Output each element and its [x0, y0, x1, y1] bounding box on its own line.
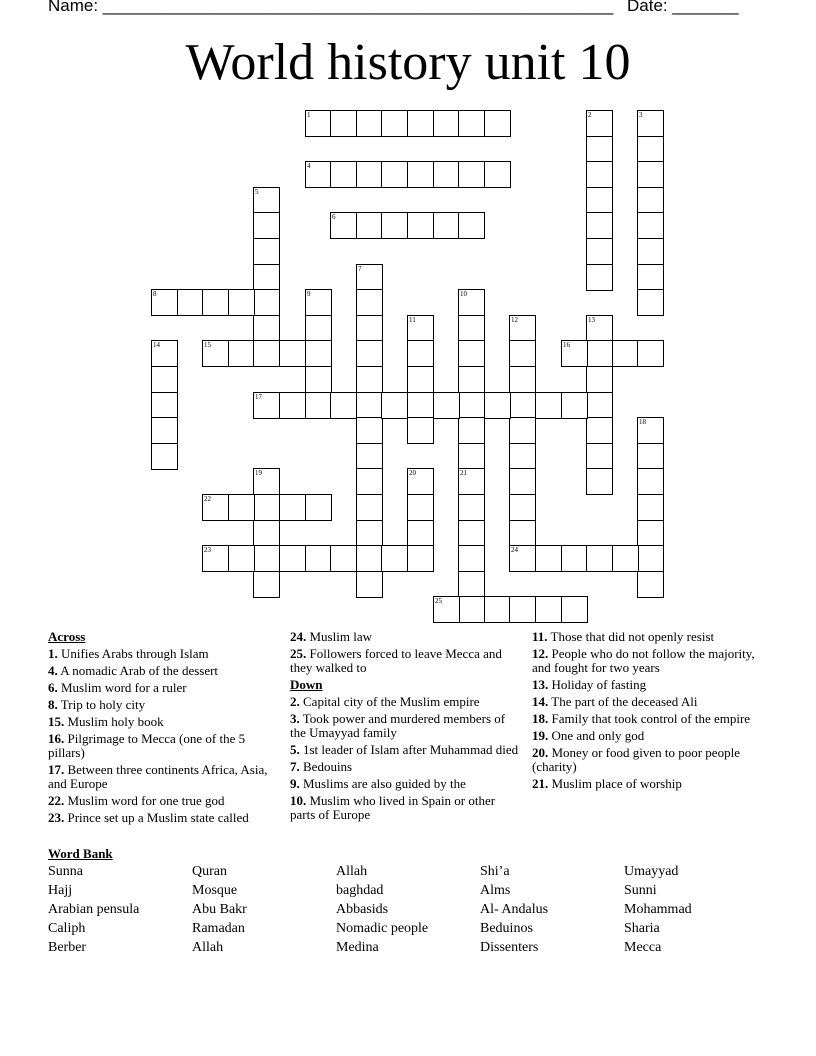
grid-cell[interactable] — [305, 110, 332, 137]
clue-item-number: 11. — [532, 629, 548, 644]
clue-item-text: Capital city of the Muslim empire — [299, 694, 480, 709]
grid-cell[interactable] — [458, 443, 485, 470]
grid-cell[interactable] — [484, 392, 511, 419]
clue-item-text: People who do not follow the majority, and fought for two years — [532, 646, 755, 675]
grid-cell[interactable] — [586, 315, 613, 342]
grid-cell[interactable] — [612, 545, 639, 572]
grid-cell[interactable] — [253, 468, 280, 495]
grid-cell[interactable] — [356, 571, 383, 598]
grid-cell[interactable] — [356, 212, 383, 239]
word-bank-word: Hajj — [48, 883, 73, 898]
grid-cell[interactable] — [356, 340, 383, 367]
grid-cell[interactable] — [637, 571, 664, 598]
grid-cell[interactable] — [228, 289, 255, 316]
clue-number: 10 — [460, 290, 467, 298]
grid-cell[interactable] — [586, 161, 613, 188]
grid-cell[interactable] — [151, 289, 178, 316]
clue-item-number: 14. — [532, 694, 549, 709]
clue-number: 1 — [307, 111, 311, 119]
grid-cell[interactable] — [381, 110, 408, 137]
grid-cell[interactable] — [484, 161, 511, 188]
grid-cell[interactable] — [637, 545, 664, 572]
grid-cell[interactable] — [305, 289, 332, 316]
clue-item — [532, 647, 768, 675]
grid-cell[interactable] — [279, 340, 306, 367]
clue-item — [48, 664, 280, 678]
grid-cell[interactable] — [381, 545, 408, 572]
grid-cell[interactable] — [458, 366, 485, 393]
clue-number: 2 — [588, 111, 592, 119]
clue-number: 4 — [307, 162, 311, 170]
clue-item-text: A nomadic Arab of the dessert — [57, 663, 219, 678]
clue-number: 6 — [332, 213, 336, 221]
grid-cell[interactable] — [458, 571, 485, 598]
clue-item-number: 1. — [48, 646, 58, 661]
grid-cell[interactable] — [637, 289, 664, 316]
clue-item-text: Money or food given to poor people (charity) — [532, 745, 740, 774]
grid-cell[interactable] — [458, 520, 485, 547]
grid-cell[interactable] — [356, 289, 383, 316]
clue-item-text: Holiday of fasting — [548, 677, 647, 692]
word-bank-word: Mecca — [624, 940, 662, 955]
clue-item-number: 18. — [532, 711, 549, 726]
grid-cell[interactable] — [407, 161, 434, 188]
clue-item-number: 7. — [290, 759, 300, 774]
clues-column-1 — [48, 630, 280, 828]
grid-cell[interactable] — [305, 315, 332, 342]
grid-cell[interactable] — [433, 110, 460, 137]
word-bank-word: Nomadic people — [336, 921, 429, 936]
clue-number: 14 — [153, 341, 160, 349]
clue-number: 18 — [639, 418, 646, 426]
clue-item-number: 25. — [290, 646, 307, 661]
clue-item-text: The part of the deceased Ali — [548, 694, 698, 709]
clue-item — [290, 760, 522, 774]
clue-item-number: 12. — [532, 646, 549, 661]
grid-cell[interactable] — [637, 238, 664, 265]
grid-cell[interactable] — [356, 366, 383, 393]
clue-item — [48, 647, 280, 661]
clue-item-number: 23. — [48, 810, 65, 825]
clue-item-text: Those that did not openly resist — [547, 629, 715, 644]
grid-cell[interactable] — [509, 392, 536, 419]
word-bank-word: baghdad — [336, 883, 384, 898]
grid-cell[interactable] — [586, 264, 613, 291]
word-bank-word: Sunni — [624, 883, 657, 898]
grid-cell[interactable] — [253, 545, 280, 572]
grid-cell[interactable] — [202, 340, 229, 367]
word-bank-word: Abbasids — [336, 902, 389, 917]
word-bank-title: Word Bank — [48, 846, 113, 861]
clues-column-2 — [290, 630, 522, 825]
clue-item — [48, 811, 280, 825]
word-bank-word: Ramadan — [192, 921, 245, 936]
grid-cell[interactable] — [407, 417, 434, 444]
grid-cell[interactable] — [407, 392, 434, 419]
grid-cell[interactable] — [330, 545, 357, 572]
clue-number: 9 — [307, 290, 311, 298]
down-clue-list-continued — [532, 630, 768, 791]
clue-item — [290, 630, 522, 644]
word-bank-word: Medina — [336, 940, 379, 955]
grid-cell[interactable] — [458, 315, 485, 342]
clue-number: 22 — [204, 495, 211, 503]
grid-cell[interactable] — [509, 315, 536, 342]
clue-item-text: Muslim holy book — [64, 714, 164, 729]
clue-item-number: 2. — [290, 694, 300, 709]
clue-item — [290, 647, 522, 675]
grid-cell[interactable] — [535, 545, 562, 572]
clue-item — [290, 743, 522, 757]
grid-cell[interactable] — [612, 340, 639, 367]
grid-cell[interactable] — [151, 366, 178, 393]
grid-cell[interactable] — [637, 443, 664, 470]
clue-item-text: Prince set up a Muslim state called — [64, 810, 249, 825]
grid-cell[interactable] — [253, 212, 280, 239]
word-bank-word: Caliph — [48, 921, 86, 936]
clue-item-number: 4. — [48, 663, 58, 678]
grid-cell[interactable] — [253, 289, 280, 316]
clue-item-number: 6. — [48, 680, 58, 695]
clue-item-text: Muslim word for one true god — [64, 793, 225, 808]
grid-cell[interactable] — [356, 392, 383, 419]
clue-number: 25 — [435, 597, 442, 605]
grid-cell[interactable] — [433, 161, 460, 188]
grid-cell[interactable] — [177, 289, 204, 316]
clues-column-3 — [532, 630, 768, 794]
name-line: Name: ______________________________________________________ — [48, 0, 614, 15]
clue-number: 13 — [588, 316, 595, 324]
grid-cell[interactable] — [330, 212, 357, 239]
grid-cell[interactable] — [407, 520, 434, 547]
clue-item-number: 8. — [48, 697, 58, 712]
grid-cell[interactable] — [279, 494, 306, 521]
clue-item — [48, 763, 280, 791]
grid-cell[interactable] — [586, 110, 613, 137]
grid-cell[interactable] — [253, 238, 280, 265]
grid-cell[interactable] — [433, 212, 460, 239]
clue-number: 16 — [563, 341, 570, 349]
clue-number: 12 — [511, 316, 518, 324]
grid-cell[interactable] — [509, 443, 536, 470]
clue-item-text: Muslims are also guided by the — [299, 776, 466, 791]
clue-item-text: Muslim place of worship — [548, 776, 682, 791]
clue-item — [532, 777, 768, 791]
clue-number: 5 — [255, 188, 259, 196]
grid-cell[interactable] — [458, 596, 485, 623]
grid-cell[interactable] — [202, 494, 229, 521]
clue-item — [532, 695, 768, 709]
grid-cell[interactable] — [253, 187, 280, 214]
grid-cell[interactable] — [356, 161, 383, 188]
clue-number: 7 — [358, 265, 362, 273]
grid-cell[interactable] — [561, 392, 588, 419]
clue-item-text: 1st leader of Islam after Muhammad died — [299, 742, 519, 757]
clue-item-text: Between three continents Africa, Asia, and Europe — [48, 762, 268, 791]
grid-cell[interactable] — [509, 417, 536, 444]
word-bank-word: Mosque — [192, 883, 238, 898]
grid-cell[interactable] — [330, 161, 357, 188]
word-bank-word: Berber — [48, 940, 87, 955]
across-heading: Across — [48, 629, 86, 644]
word-bank-word: Dissenters — [480, 940, 539, 955]
clue-item-number: 22. — [48, 793, 65, 808]
grid-cell[interactable] — [433, 392, 460, 419]
grid-cell[interactable] — [484, 596, 511, 623]
grid-cell[interactable] — [637, 468, 664, 495]
clue-number: 8 — [153, 290, 157, 298]
clue-item-number: 9. — [290, 776, 300, 791]
grid-cell[interactable] — [509, 366, 536, 393]
word-bank-word: Mohammad — [624, 902, 692, 917]
clue-item-number: 20. — [532, 745, 549, 760]
grid-cell[interactable] — [381, 161, 408, 188]
grid-cell[interactable] — [305, 366, 332, 393]
clue-item-number: 19. — [532, 728, 549, 743]
grid-cell[interactable] — [586, 443, 613, 470]
grid-cell[interactable] — [305, 545, 332, 572]
clue-item — [532, 746, 768, 774]
grid-cell[interactable] — [151, 340, 178, 367]
grid-cell[interactable] — [586, 366, 613, 393]
grid-cell[interactable] — [279, 545, 306, 572]
word-bank-word: Abu Bakr — [192, 902, 247, 917]
grid-cell[interactable] — [253, 392, 280, 419]
grid-cell[interactable] — [637, 187, 664, 214]
clue-number: 11 — [409, 316, 416, 324]
grid-cell[interactable] — [458, 468, 485, 495]
grid-cell[interactable] — [637, 161, 664, 188]
clue-item-text: Muslim law — [306, 629, 372, 644]
clue-item — [48, 715, 280, 729]
grid-cell[interactable] — [407, 366, 434, 393]
word-bank-word: Al- Andalus — [480, 902, 549, 917]
grid-cell[interactable] — [356, 443, 383, 470]
grid-cell[interactable] — [305, 494, 332, 521]
across-clue-list-continued — [290, 630, 522, 675]
grid-cell[interactable] — [202, 545, 229, 572]
word-bank-word: Allah — [192, 940, 224, 955]
clue-item-text: Followers forced to leave Mecca and they walked to — [290, 646, 502, 675]
grid-cell[interactable] — [356, 110, 383, 137]
clue-item-number: 17. — [48, 762, 65, 777]
clue-item-text: Pilgrimage to Mecca (one of the 5 pillars) — [48, 731, 246, 760]
across-clue-list — [48, 647, 280, 825]
page-title: World history unit 10 — [185, 34, 631, 91]
clue-item-text: Unifies Arabs through Islam — [57, 646, 209, 661]
grid-cell[interactable] — [151, 443, 178, 470]
clue-number: 15 — [204, 341, 211, 349]
grid-cell[interactable] — [356, 417, 383, 444]
grid-cell[interactable] — [356, 494, 383, 521]
clue-item — [532, 630, 768, 644]
grid-cell[interactable] — [586, 545, 613, 572]
grid-cell[interactable] — [253, 520, 280, 547]
grid-cell[interactable] — [458, 392, 485, 419]
clue-number: 3 — [639, 111, 643, 119]
grid-cell[interactable] — [586, 136, 613, 163]
grid-cell[interactable] — [586, 238, 613, 265]
clue-number: 24 — [511, 546, 518, 554]
grid-cell[interactable] — [458, 545, 485, 572]
grid-cell[interactable] — [305, 340, 332, 367]
grid-cell[interactable] — [458, 110, 485, 137]
grid-cell[interactable] — [637, 212, 664, 239]
grid-cell[interactable] — [279, 392, 306, 419]
grid-cell[interactable] — [305, 392, 332, 419]
clue-item — [290, 712, 522, 740]
grid-cell[interactable] — [381, 212, 408, 239]
clue-number: 21 — [460, 469, 467, 477]
grid-cell[interactable] — [637, 494, 664, 521]
grid-cell[interactable] — [330, 110, 357, 137]
grid-cell[interactable] — [458, 212, 485, 239]
down-heading: Down — [290, 677, 323, 692]
grid-cell[interactable] — [561, 545, 588, 572]
grid-cell[interactable] — [202, 289, 229, 316]
grid-cell[interactable] — [637, 136, 664, 163]
grid-cell[interactable] — [509, 340, 536, 367]
grid-cell[interactable] — [253, 571, 280, 598]
clue-item-number: 3. — [290, 711, 300, 726]
clue-item-text: Family that took control of the empire — [548, 711, 751, 726]
clue-item — [290, 794, 522, 822]
grid-cell[interactable] — [509, 494, 536, 521]
word-bank-word: Arabian pensula — [48, 902, 140, 917]
grid-cell[interactable] — [228, 340, 255, 367]
clue-item — [48, 794, 280, 808]
word-bank-word: Shi’a — [480, 864, 510, 879]
clue-item-text: One and only god — [548, 728, 645, 743]
grid-cell[interactable] — [586, 417, 613, 444]
clue-item-number: 10. — [290, 793, 307, 808]
grid-cell[interactable] — [356, 520, 383, 547]
grid-cell[interactable] — [253, 494, 280, 521]
clue-item-text: Muslim word for a ruler — [57, 680, 187, 695]
grid-cell[interactable] — [407, 468, 434, 495]
grid-cell[interactable] — [407, 110, 434, 137]
grid-cell[interactable] — [356, 468, 383, 495]
grid-cell[interactable] — [458, 494, 485, 521]
grid-cell[interactable] — [561, 340, 588, 367]
grid-cell[interactable] — [228, 545, 255, 572]
grid-cell[interactable] — [586, 468, 613, 495]
word-bank-word: Umayyad — [624, 864, 679, 879]
clue-item — [290, 695, 522, 709]
clue-item-number: 24. — [290, 629, 307, 644]
grid-cell[interactable] — [637, 264, 664, 291]
word-bank-word: Beduinos — [480, 921, 533, 936]
clue-number: 17 — [255, 393, 262, 401]
clue-item — [290, 777, 522, 791]
down-clue-list — [290, 695, 522, 822]
grid-cell[interactable] — [509, 520, 536, 547]
grid-cell[interactable] — [407, 340, 434, 367]
grid-cell[interactable] — [535, 392, 562, 419]
grid-cell[interactable] — [458, 340, 485, 367]
grid-cell[interactable] — [637, 520, 664, 547]
clue-item — [532, 712, 768, 726]
grid-cell[interactable] — [586, 340, 613, 367]
clue-item-text: Took power and murdered members of the Umayyad family — [290, 711, 506, 740]
grid-cell[interactable] — [637, 340, 664, 367]
grid-cell[interactable] — [356, 545, 383, 572]
grid-cell[interactable] — [356, 264, 383, 291]
grid-cell[interactable] — [356, 315, 383, 342]
grid-cell[interactable] — [253, 264, 280, 291]
grid-cell[interactable] — [535, 596, 562, 623]
word-bank-word: Quran — [192, 864, 227, 879]
clue-item — [48, 681, 280, 695]
grid-cell[interactable] — [253, 315, 280, 342]
word-bank-word: Allah — [336, 864, 368, 879]
grid-cell[interactable] — [151, 417, 178, 444]
grid-cell[interactable] — [381, 392, 408, 419]
clue-number: 23 — [204, 546, 211, 554]
grid-cell[interactable] — [228, 494, 255, 521]
grid-cell[interactable] — [509, 596, 536, 623]
date-line: Date: _______ — [627, 0, 739, 15]
grid-cell[interactable] — [458, 417, 485, 444]
grid-cell[interactable] — [561, 596, 588, 623]
grid-cell[interactable] — [407, 545, 434, 572]
clue-number: 20 — [409, 469, 416, 477]
grid-cell[interactable] — [637, 417, 664, 444]
grid-cell[interactable] — [305, 161, 332, 188]
grid-cell[interactable] — [484, 110, 511, 137]
word-bank-word: Sunna — [48, 864, 83, 879]
grid-cell[interactable] — [586, 212, 613, 239]
grid-cell[interactable] — [151, 392, 178, 419]
word-bank-word: Sharia — [624, 921, 660, 936]
grid-cell[interactable] — [330, 392, 357, 419]
clue-item-number: 21. — [532, 776, 549, 791]
grid-cell[interactable] — [253, 340, 280, 367]
grid-cell[interactable] — [509, 468, 536, 495]
clue-item-text: Muslim who lived in Spain or other parts of Europe — [290, 793, 496, 822]
clue-item-number: 15. — [48, 714, 65, 729]
grid-cell[interactable] — [458, 289, 485, 316]
grid-cell[interactable] — [407, 212, 434, 239]
grid-cell[interactable] — [586, 392, 613, 419]
grid-cell[interactable] — [407, 494, 434, 521]
clue-item-number: 13. — [532, 677, 549, 692]
grid-cell[interactable] — [433, 596, 460, 623]
grid-cell[interactable] — [407, 315, 434, 342]
clue-item-text: Bedouins — [299, 759, 353, 774]
clue-item — [532, 678, 768, 692]
clue-item-text: Trip to holy city — [57, 697, 146, 712]
clue-item — [532, 729, 768, 743]
clue-item — [48, 698, 280, 712]
clue-item — [48, 732, 280, 760]
grid-cell[interactable] — [637, 110, 664, 137]
word-bank-word: Alms — [480, 883, 511, 898]
clue-number: 19 — [255, 469, 262, 477]
clue-item-number: 5. — [290, 742, 300, 757]
clue-item-number: 16. — [48, 731, 65, 746]
grid-cell[interactable] — [586, 187, 613, 214]
grid-cell[interactable] — [458, 161, 485, 188]
grid-cell[interactable] — [509, 545, 536, 572]
